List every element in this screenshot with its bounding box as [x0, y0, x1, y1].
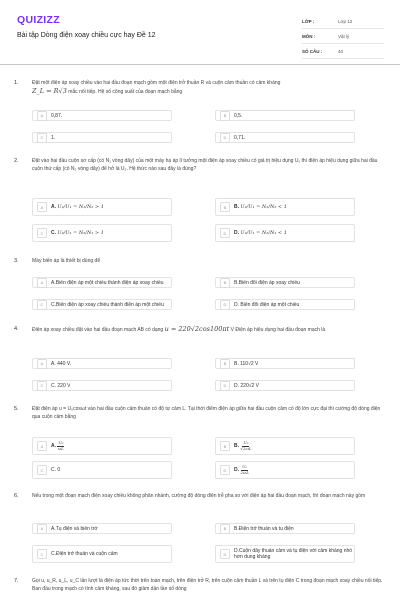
option-text: B.Biến đổi điện áp xoay chiều: [234, 279, 300, 286]
option-letter: A: [37, 359, 47, 369]
option-prefix: B.: [234, 204, 239, 210]
meta-table: [302, 14, 384, 59]
meta-label: MÔN :: [302, 33, 316, 39]
option-letter: C: [37, 465, 47, 475]
option-letter: C: [37, 300, 47, 310]
option-text: [234, 441, 251, 450]
option-prefix: A.: [51, 204, 56, 210]
option-text: [234, 204, 287, 210]
option-a[interactable]: [32, 437, 172, 455]
option-a[interactable]: [32, 523, 172, 534]
option-prefix: D.: [234, 230, 239, 236]
math-expression: U₂/U₁ = N₁/N₂ < 1: [240, 204, 287, 210]
question-text-part: V Điện áp hiệu dụng hai đầu đoạn mạch là: [230, 327, 326, 333]
math-expression: u = 220√2cos100πt: [164, 325, 230, 333]
option-c[interactable]: [32, 545, 172, 563]
option-text: [234, 230, 287, 236]
option-text: 0,5.: [234, 112, 243, 119]
question-text-part: Đặt một điện áp xoay chiều vào hai đầu đoạn mạch gồm một điện trở thuần R và cuộn cảm thuần có cảm kháng: [32, 80, 281, 86]
option-text: 0,71.: [234, 134, 246, 141]
option-a[interactable]: [32, 277, 172, 288]
option-a[interactable]: [32, 110, 172, 121]
option-letter: C: [37, 133, 47, 143]
option-text: [51, 204, 104, 210]
question-text: [32, 80, 384, 96]
meta-label: LỚP :: [302, 18, 315, 24]
question-number: 5.: [14, 406, 19, 412]
option-letter: C: [37, 228, 47, 238]
option-text: D. 220√2 V: [234, 382, 259, 389]
option-prefix: D.: [234, 467, 239, 474]
option-letter: C: [37, 381, 47, 391]
option-letter: C: [37, 549, 47, 559]
meta-row-subject: [302, 29, 384, 44]
option-b[interactable]: [215, 523, 355, 534]
option-text: A.Tụ điện và biến trở: [51, 525, 98, 532]
option-letter: B: [220, 441, 230, 451]
option-prefix: C.: [51, 230, 56, 236]
option-c[interactable]: [32, 380, 172, 391]
fraction-numerator: U₀: [242, 465, 248, 470]
option-b[interactable]: [215, 358, 355, 369]
option-text: B. 110√2 V: [234, 360, 259, 367]
question-text: Máy biến áp là thiết bị dùng để: [32, 258, 101, 264]
option-text: [51, 230, 104, 236]
option-letter: D: [220, 133, 230, 143]
option-letter: D: [220, 300, 230, 310]
quizizz-logo: QUIZIZZ: [17, 14, 60, 26]
option-c[interactable]: [32, 132, 172, 143]
worksheet-header: [0, 0, 400, 62]
option-letter: B: [220, 524, 230, 534]
option-text: C. 220 V: [51, 382, 71, 389]
fraction-numerator: U₀: [243, 441, 249, 446]
option-c[interactable]: [32, 299, 172, 310]
math-expression: U₂/U₁ = N₂/N₁ > 1: [57, 230, 104, 236]
meta-value: Vật lý: [338, 33, 350, 39]
option-b[interactable]: [215, 110, 355, 121]
meta-value: Lớp 12: [338, 18, 353, 24]
option-b[interactable]: [215, 437, 355, 455]
option-text: A.Biến điện áp một chiều thành điện áp xoay chiều: [51, 279, 164, 286]
meta-label: SỐ CÂU :: [302, 48, 323, 54]
fraction-denominator: ωL: [57, 445, 64, 451]
question-number: 4.: [14, 326, 19, 332]
fraction-denominator: √2ωL: [240, 445, 252, 451]
question-number: 6.: [14, 493, 19, 499]
option-text: C. 0: [51, 467, 61, 473]
option-prefix: B.: [234, 443, 239, 450]
option-letter: D: [220, 228, 230, 238]
meta-row-count: [302, 44, 384, 59]
page-title: Bài tập Dòng điện xoay chiều cực hay Đề 12: [17, 32, 156, 39]
question-number: 7.: [14, 578, 19, 584]
option-d[interactable]: [215, 545, 355, 563]
fraction: [57, 441, 64, 450]
question-number: 2.: [14, 158, 19, 164]
option-letter: A: [37, 202, 47, 212]
option-text: A. 440 V.: [51, 360, 72, 367]
option-text: 0,87.: [51, 112, 63, 119]
option-d[interactable]: [215, 461, 355, 479]
option-letter: B: [220, 111, 230, 121]
option-letter: D: [220, 549, 230, 559]
option-text: B.Điện trở thuần và tụ điện: [234, 525, 294, 532]
option-letter: A: [37, 441, 47, 451]
option-text: 1.: [51, 134, 56, 141]
math-expression: Z_L = R√3: [32, 86, 67, 95]
option-b[interactable]: [215, 198, 355, 216]
option-letter: B: [220, 278, 230, 288]
option-text: [234, 465, 249, 474]
question-number: 1.: [14, 80, 19, 86]
option-c[interactable]: [32, 224, 172, 242]
option-letter: A: [37, 278, 47, 288]
option-text: C.Biến điện áp xoay chiều thành điện áp một chiều: [51, 301, 164, 308]
option-a[interactable]: [32, 358, 172, 369]
option-d[interactable]: [215, 299, 355, 310]
option-b[interactable]: [215, 277, 355, 288]
fraction-numerator: U₀: [58, 441, 64, 446]
option-letter: B: [220, 202, 230, 212]
option-a[interactable]: [32, 198, 172, 216]
question-text: Nếu trong một đoạn mạch điện xoay chiều không phân nhánh, cường độ dòng điện trễ pha so với điện áp hai đầu đoạn mạch, thì đoạn mạch này gồm: [32, 493, 366, 499]
fraction: [240, 465, 248, 474]
fraction: [240, 441, 251, 450]
option-d[interactable]: [215, 224, 355, 242]
option-text: C.Điện trở thuần và cuộn cảm: [51, 551, 118, 557]
question-number: 3.: [14, 258, 19, 264]
question-text: [32, 326, 384, 335]
option-text: D.Cuộn dây thuần cảm và tụ điện với cảm kháng nhỏ hơn dung kháng: [234, 547, 353, 560]
math-expression: U₂/U₁ = N₂/N₁ < 1: [240, 230, 287, 236]
option-text: [51, 441, 64, 450]
option-d[interactable]: [215, 132, 355, 143]
question-text-part: Điện áp xoay chiều đặt vào hai đầu đoạn mạch AB có dạng: [32, 327, 164, 333]
header-divider: [0, 64, 400, 65]
option-letter: A: [37, 524, 47, 534]
option-letter: A: [37, 111, 47, 121]
question-text: Gọi u, u_R, u_L, u_C lần lượt là điện áp tức thời trên toàn mạch, trên điện trở R, trên cuộn cảm thuần L và trên tụ điện C trong đoạn mạch xoay chiều nối tiếp. Ban đầu trong mạch có tính cảm kháng, sau đó giảm dần tần số dòng: [32, 578, 383, 592]
meta-value: 40: [338, 48, 344, 54]
option-letter: B: [220, 359, 230, 369]
fraction-denominator: 2ωL: [240, 469, 249, 475]
option-letter: D: [220, 381, 230, 391]
option-c[interactable]: [32, 461, 172, 479]
option-prefix: A.: [51, 443, 56, 450]
question-text-part: mắc nối tiếp. Hệ số công suất của đoạn mạch bằng: [68, 88, 183, 95]
option-letter: D: [220, 465, 230, 475]
question-text: Đặt điện áp u = U₀cosωt vào hai đầu cuộn cảm thuần có độ tự cảm L. Tại thời điểm điện áp giữa hai đầu cuộn cảm có độ lớn cực đại thì cường độ dòng điện qua cuộn cảm bằng: [32, 406, 381, 420]
option-d[interactable]: [215, 380, 355, 391]
math-expression: U₂/U₁ = N₁/N₂ > 1: [57, 204, 104, 210]
meta-row-class: [302, 14, 384, 29]
question-text: Đặt vào hai đầu cuộn sơ cấp (có N₁ vòng dây) của một máy hạ áp lí tưởng một điện áp xoay chiều có giá trị hiệu dụng U₁ thì điện áp hiệu dụng giữa hai đầu cuộn thứ cấp (có N₂ vòng dây) để hở là U₂. Hệ thức nào sau đây là đúng?: [32, 158, 378, 172]
option-text: D. Biến đổi điện áp một chiều: [234, 301, 300, 308]
